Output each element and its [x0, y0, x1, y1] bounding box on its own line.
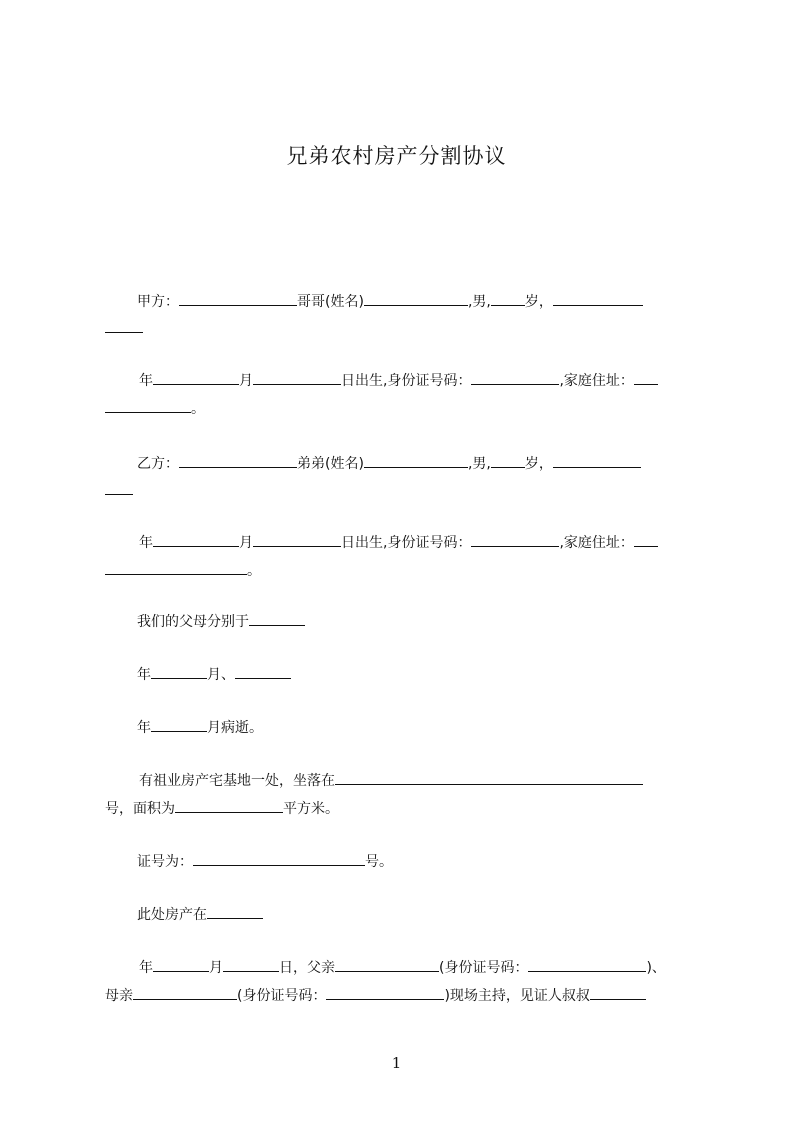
witness-line-1: [139, 957, 666, 978]
document-title: 兄弟农村房产分割协议: [286, 144, 507, 168]
witness-id-open: (身份证号码：: [439, 960, 529, 976]
blank: [153, 370, 239, 385]
witness-month: 月: [209, 960, 223, 976]
blank: [491, 453, 525, 468]
party-b-birth: 日出生,身份证号码：: [341, 535, 472, 551]
party-b-address: ,家庭住址：: [559, 535, 634, 551]
party-a-address: ,家庭住址：: [559, 373, 634, 389]
party-b-role: 弟弟(姓名): [297, 456, 364, 472]
parents-year-1: 年: [137, 667, 151, 683]
parents-month-2: 月病逝。: [207, 720, 263, 736]
blank: [151, 664, 207, 679]
blank: [105, 318, 143, 333]
property-cert-line: [137, 851, 393, 872]
party-b-line-1: [137, 453, 641, 474]
blank: [491, 291, 525, 306]
blank: [151, 717, 207, 732]
property-area-unit: 平方米。: [283, 801, 339, 817]
blank: [471, 532, 559, 547]
parents-intro: 我们的父母分别于: [137, 614, 249, 630]
blank: [634, 370, 658, 385]
blank: [235, 664, 291, 679]
blank: [193, 851, 365, 866]
party-a-line-2-cont: [105, 398, 205, 419]
blank: [105, 560, 247, 575]
blank: [364, 291, 468, 306]
party-a-role: 哥哥(姓名): [297, 294, 364, 310]
blank: [153, 532, 239, 547]
property-location: 有祖业房产宅基地一处，坐落在: [139, 773, 335, 789]
blank: [528, 957, 646, 972]
party-b-line-2: [139, 532, 658, 553]
witness-id-open-2: (身份证号码：: [237, 988, 327, 1004]
party-b-line-1-cont: [105, 480, 133, 501]
blank: [364, 453, 468, 468]
witness-id-close: )、: [646, 960, 666, 976]
blank: [335, 957, 439, 972]
blank: [105, 480, 133, 495]
party-b-end: 。: [247, 563, 261, 579]
blank: [249, 611, 305, 626]
property-line-1: [139, 770, 643, 791]
property-line-2: [105, 798, 339, 819]
property-hao: 号，面积为: [105, 801, 175, 817]
party-a-year: 年: [139, 373, 153, 389]
blank: [207, 904, 263, 919]
blank: [253, 532, 341, 547]
blank: [133, 985, 237, 1000]
party-a-gender: ,男,: [467, 294, 491, 310]
witness-mother: 母亲: [105, 988, 133, 1004]
blank: [253, 370, 341, 385]
parents-date-2: [137, 717, 263, 738]
party-b-year: 年: [139, 535, 153, 551]
party-a-line-1-cont: [105, 318, 143, 339]
party-a-line-1: [137, 291, 643, 312]
blank: [179, 453, 297, 468]
property-located: 此处房产在: [137, 907, 207, 923]
blank: [634, 532, 658, 547]
parents-date-1: [137, 664, 291, 685]
witness-father: 日，父亲: [279, 960, 335, 976]
property-cert-label: 证号为：: [137, 854, 193, 870]
page-number: 1: [391, 1054, 402, 1072]
blank: [335, 770, 643, 785]
party-a-birth: 日出生,身份证号码：: [341, 373, 472, 389]
party-a-label: 甲方：: [137, 294, 179, 310]
party-a-age-suffix: 岁，: [524, 294, 553, 310]
blank: [153, 957, 209, 972]
parents-intro-line: [137, 611, 305, 632]
blank: [175, 798, 283, 813]
blank: [553, 291, 643, 306]
party-b-month: 月: [239, 535, 253, 551]
party-a-month: 月: [239, 373, 253, 389]
blank: [105, 398, 191, 413]
party-b-age-suffix: 岁，: [524, 456, 553, 472]
party-a-line-2: [139, 370, 658, 391]
blank: [326, 985, 444, 1000]
party-a-end: 。: [191, 401, 205, 417]
witness-line-2: [105, 985, 646, 1006]
party-b-line-2-cont: [105, 560, 261, 581]
property-cert-suffix: 号。: [365, 854, 393, 870]
parents-year-2: 年: [137, 720, 151, 736]
parents-month-1: 月、: [207, 667, 235, 683]
blank: [223, 957, 279, 972]
blank: [553, 453, 641, 468]
blank: [179, 291, 297, 306]
blank: [471, 370, 559, 385]
party-b-label: 乙方：: [137, 456, 179, 472]
property-located-line: [137, 904, 263, 925]
witness-host: )现场主持，见证人叔叔: [444, 988, 590, 1004]
party-b-gender: ,男,: [467, 456, 491, 472]
witness-year: 年: [139, 960, 153, 976]
blank: [590, 985, 646, 1000]
